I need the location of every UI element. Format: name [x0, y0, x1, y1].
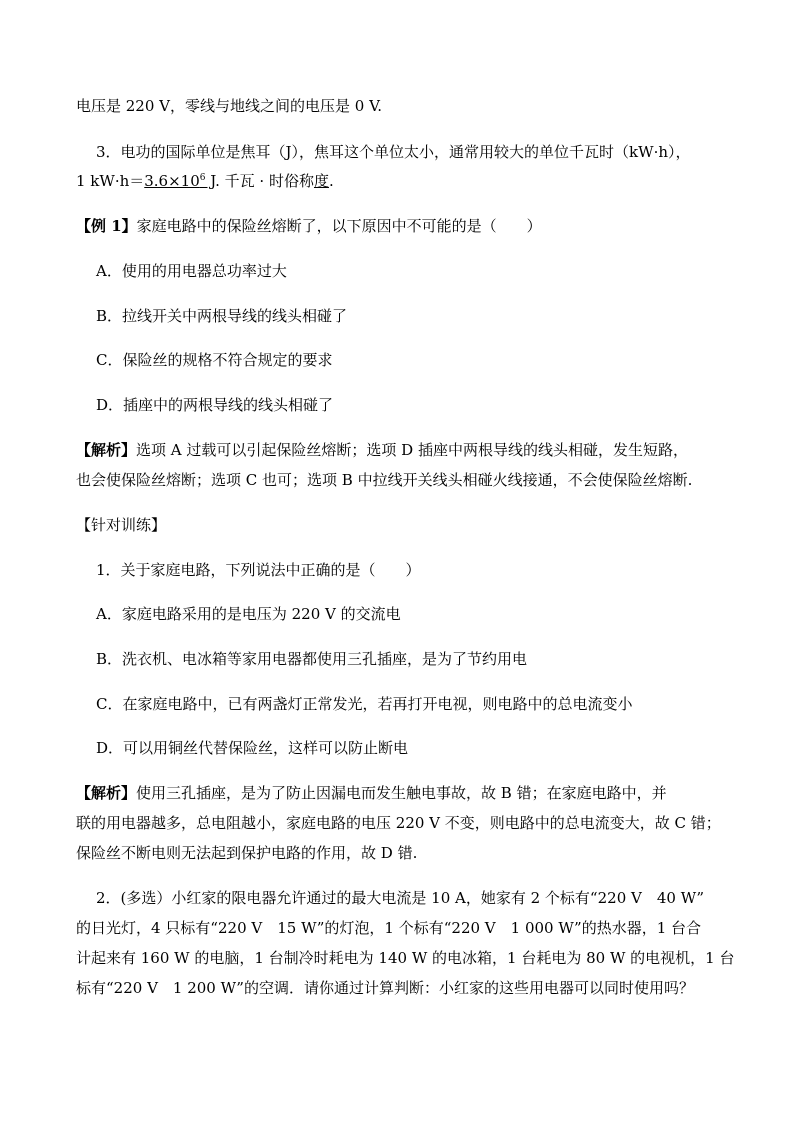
- question-2-line: 标有“220 V 1 200 W”的空调．请你通过计算判断：小红家的这些用电器可以同时使用吗？: [76, 979, 694, 997]
- analysis-line: 也会使保险丝熔断；选项 C 也可；选项 B 中拉线开关线头相碰火线接通，不会使保险丝熔断.: [76, 471, 693, 489]
- option-b: B．拉线开关中两根导线的线头相碰了: [96, 307, 348, 325]
- question-2-line: 的日光灯，4 只标有“220 V 15 W”的灯泡，1 个标有“220 V 1 000 W”的热水器，1 台合: [76, 919, 702, 937]
- text-span: J: [205, 172, 216, 190]
- text-span: 3.6×10: [144, 172, 200, 190]
- analysis-text: 选项 A 过载可以引起保险丝熔断；选项 D 插座中两根导线的线头相碰，发生短路，: [136, 441, 688, 459]
- example-question: [76, 216, 542, 236]
- superscript: 6: [199, 173, 206, 183]
- option-c: C．保险丝的规格不符合规定的要求: [96, 351, 333, 369]
- question-1: 1．关于家庭电路，下列说法中正确的是（ ）: [96, 561, 421, 579]
- analysis-line: [76, 440, 688, 460]
- option-c: C．在家庭电路中，已有两盏灯正常发光，若再打开电视，则电路中的总电流变小: [96, 695, 633, 713]
- analysis-tag: 【解析】: [76, 441, 137, 459]
- text-span: .: [328, 172, 334, 190]
- text-span: 1 kW·h＝: [76, 172, 145, 190]
- training-heading: 【针对训练】: [76, 516, 167, 534]
- analysis-text: 使用三孔插座，是为了防止因漏电而发生触电事故，故 B 错；在家庭电路中，并: [136, 784, 667, 802]
- option-a: A．家庭电路采用的是电压为 220 V 的交流电: [96, 605, 401, 623]
- underlined-answer: 度: [313, 172, 329, 190]
- question-text: 家庭电路中的保险丝熔断了，以下原因中不可能的是（ ）: [136, 217, 542, 235]
- option-d: D．插座中的两根导线的线头相碰了: [96, 396, 334, 414]
- question-2-line: 计起来有 160 W 的电脑，1 台制冷时耗电为 140 W 的电冰箱，1 台耗电为 80 W 的电视机，1 台: [76, 949, 735, 967]
- example-tag: 【例 1】: [76, 217, 137, 235]
- underlined-answer: [144, 172, 215, 190]
- analysis-line: 保险丝不断电则无法起到保护电路的作用，故 D 错.: [76, 844, 418, 862]
- question-2-line: 2．(多选）小红家的限电器允许通过的最大电流是 10 A，她家有 2 个标有“220 V 40 W”: [96, 889, 705, 907]
- text-line: 3．电功的国际单位是焦耳（J），焦耳这个单位太小，通常用较大的单位千瓦时（kW·h），: [96, 143, 691, 161]
- text-span: . 千瓦 · 时俗称: [215, 172, 314, 190]
- analysis-tag: 【解析】: [76, 784, 137, 802]
- text-line: 电压是 220 V，零线与地线之间的电压是 0 V.: [76, 97, 383, 115]
- analysis-line: 联的用电器越多，总电阻越小，家庭电路的电压 220 V 不变，则电路中的总电流变大，故 C 错；: [76, 814, 721, 832]
- option-a: A．使用的用电器总功率过大: [96, 262, 287, 280]
- analysis-line: [76, 783, 667, 803]
- text-line-with-underline: [76, 171, 334, 191]
- option-d: D．可以用铜丝代替保险丝，这样可以防止断电: [96, 739, 409, 757]
- option-b: B．洗衣机、电冰箱等家用电器都使用三孔插座，是为了节约用电: [96, 650, 528, 668]
